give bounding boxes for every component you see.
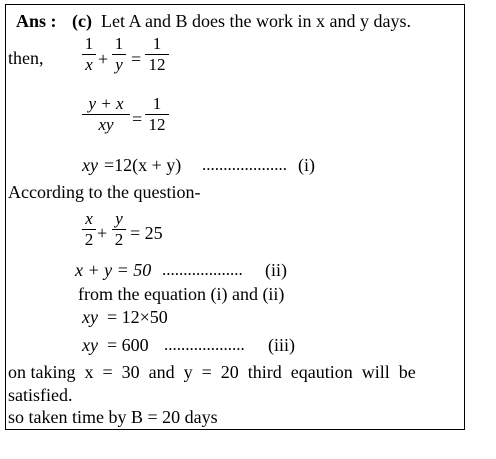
solution-box (5, 4, 465, 430)
answer-label: Ans : (16, 11, 57, 31)
taking-line: on taking x = 30 and y = 20 third eqaution will be (8, 362, 416, 382)
eq3-lhs: xy (82, 335, 98, 355)
then-label: then, (8, 48, 44, 68)
denominator: 12 (148, 55, 166, 74)
fraction-sum-over-product (82, 95, 130, 134)
answer-option: (c) (72, 11, 92, 31)
eq2-equation: x + y = 50 (75, 260, 152, 280)
equals-sign: = (131, 49, 142, 69)
eq3-tag: (iii) (268, 335, 295, 355)
eq-rhs-25: = 25 (130, 223, 163, 243)
numerator: x (85, 209, 93, 228)
numerator: y + x (88, 94, 124, 113)
denominator: x (85, 55, 93, 74)
numerator: y (115, 209, 123, 228)
eq2-tag: (ii) (265, 260, 287, 280)
fraction-1-over-12 (145, 95, 169, 134)
from-equation-line: from the equation (i) and (ii) (78, 284, 285, 304)
taking-line-continued: satisfied. (8, 385, 73, 405)
eq1-rhs: =12(x + y) (104, 155, 182, 175)
eq1-tag: (i) (298, 155, 315, 175)
plus-sign: + (98, 49, 109, 69)
fraction-1-over-x (82, 35, 96, 74)
denominator: 2 (114, 230, 124, 249)
denominator: y (115, 55, 123, 74)
fraction-1-over-y (112, 35, 126, 74)
fraction-1-over-12 (145, 35, 169, 74)
answer-statement: Let A and B does the work in x and y days. (101, 11, 411, 31)
numerator: 1 (152, 94, 162, 113)
numerator: 1 (152, 34, 162, 53)
eq3-rhs: = 600 (107, 335, 149, 355)
equals-sign: = (132, 109, 143, 129)
denominator: 2 (84, 230, 94, 249)
eq1-leader-dots: .................... (202, 155, 287, 174)
denominator: 12 (148, 115, 166, 134)
product-lhs: xy (82, 307, 98, 327)
conclusion-line: so taken time by B = 20 days (8, 407, 218, 427)
plus-sign: + (97, 223, 108, 243)
numerator: 1 (84, 34, 94, 53)
eq3-leader-dots: ................... (164, 335, 245, 354)
fraction-x-over-2 (82, 210, 96, 249)
eq1-lhs: xy (82, 155, 98, 175)
numerator: 1 (114, 34, 124, 53)
according-line: According to the question- (8, 182, 201, 202)
eq2-leader-dots: ................... (162, 260, 243, 279)
product-rhs: = 12×50 (107, 307, 168, 327)
fraction-y-over-2 (112, 210, 126, 249)
denominator: xy (98, 115, 114, 134)
